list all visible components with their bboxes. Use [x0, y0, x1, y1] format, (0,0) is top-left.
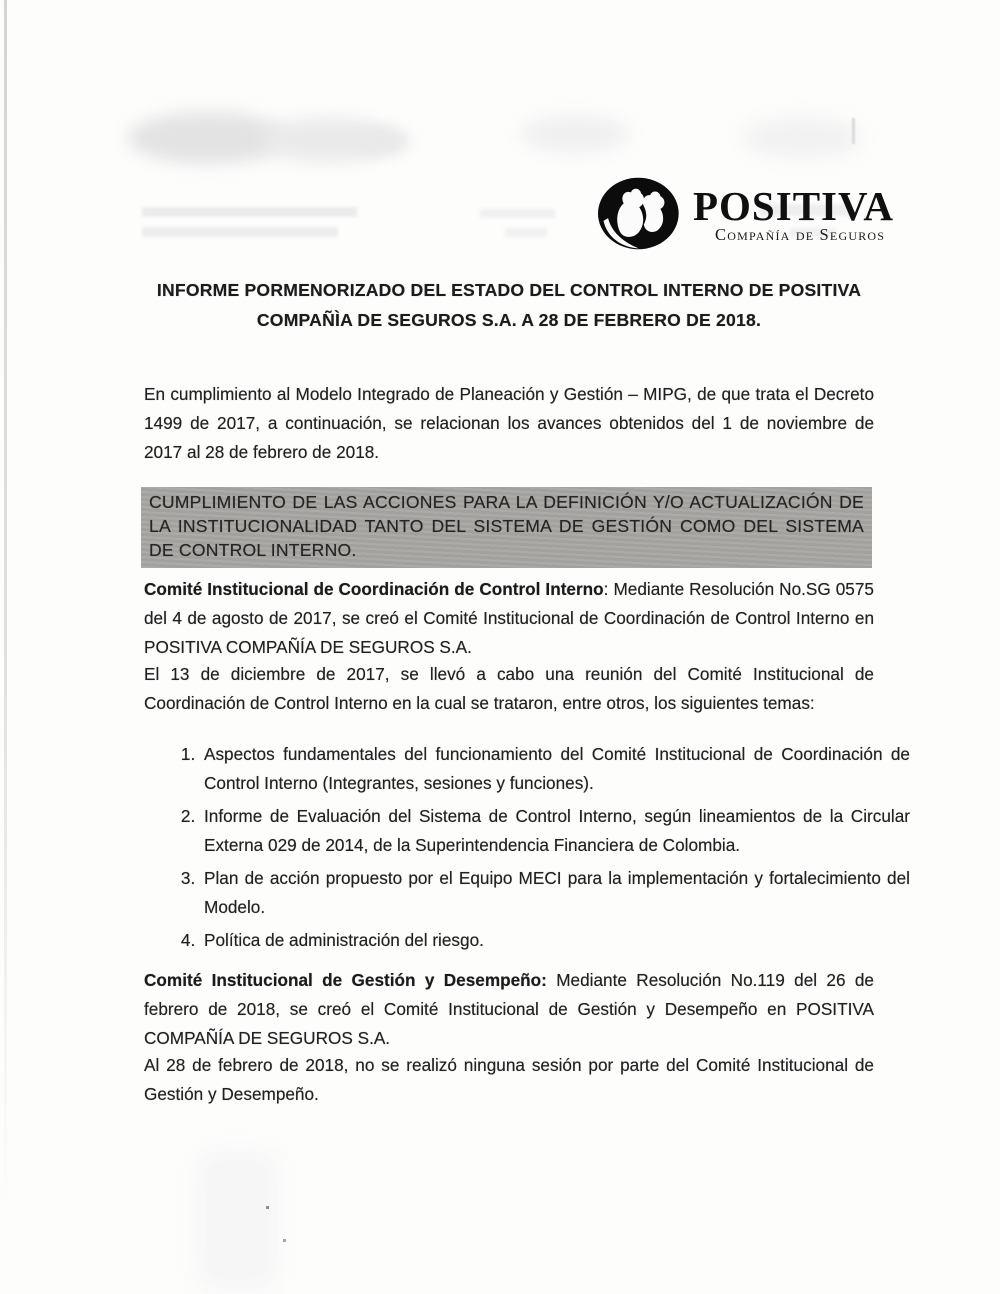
bleedthrough-text-artifact	[480, 209, 555, 218]
bleedthrough-text-artifact	[505, 228, 547, 237]
report-title: INFORME PORMENORIZADO DEL ESTADO DEL CONTROL INTERNO DE POSITIVA COMPAÑÌA DE SEGUROS S.A. A 28 DE FEBRERO DE 2018.	[156, 280, 862, 330]
committee-coordination-paragraph	[144, 575, 874, 662]
meeting-topic-item: 4. Política de administración del riesgo.	[200, 926, 910, 955]
bleedthrough-text-artifact	[142, 207, 357, 217]
committee-coordination-lead: Comité Institucional de Coordinación de Control Interno	[144, 579, 604, 599]
meeting-summary-paragraph: El 13 de diciembre de 2017, se llevó a cabo una reunión del Comité Institucional de Coordinación de Control Interno en la cual se trataron, entre otros, los siguientes temas:	[144, 664, 874, 713]
scan-speck	[283, 1239, 286, 1242]
meeting-topic-item: 1. Aspectos fundamentales del funcionamiento del Comité Institucional de Coordinación de Control Interno (Integrantes, sesiones y funciones).	[200, 740, 910, 798]
committee-management-lead: Comité Institucional de Gestión y Desempeño:	[144, 970, 547, 990]
logo-text	[693, 183, 894, 244]
scan-smudge	[520, 115, 630, 153]
scan-edge-line	[4, 0, 7, 1260]
scan-speck	[266, 1206, 269, 1209]
committee-coordination-body: : Mediante Resolución No.SG 0575 del 4 de agosto de 2017, se creó el Comité Institucional de Coordinación de Control Interno en POSITIVA COMPAÑÍA DE SEGUROS S.A.	[144, 579, 874, 657]
section-heading-highlighted: CUMPLIMIENTO DE LAS ACCIONES PARA LA DEFINICIÓN Y/O ACTUALIZACIÓN DE LA INSTITUCIONALIDAD TANTO DEL SISTEMA DE GESTIÓN COMO DEL SISTEMA DE CONTROL INTERNO.	[141, 487, 872, 568]
bleedthrough-text-artifact	[142, 227, 338, 237]
meeting-topic-item: 2. Informe de Evaluación del Sistema de Control Interno, según lineamientos de la Circular Externa 029 de 2014, de la Superintendencia Financiera de Colombia.	[200, 802, 910, 860]
closing-paragraph: Al 28 de febrero de 2018, no se realizó ninguna sesión por parte del Comité Institucional de Gestión y Desempeño.	[144, 1055, 874, 1104]
committee-management-body: Mediante Resolución No.119 del 26 de febrero de 2018, se creó el Comité Institucional de Gestión y Desempeño en POSITIVA COMPAÑÍA DE SEGUROS S.A.	[144, 970, 874, 1048]
scan-smudge	[742, 118, 862, 158]
scan-smudge	[350, 126, 410, 156]
meeting-topics-list	[144, 740, 910, 959]
scan-mark	[852, 118, 855, 144]
logo-wordmark: POSITIVA	[693, 183, 894, 229]
meeting-topic-item: 3. Plan de acción propuesto por el Equipo MECI para la implementación y fortalecimiento del Modelo.	[200, 864, 910, 922]
committee-management-paragraph	[144, 966, 874, 1053]
scan-smudge	[195, 1150, 280, 1290]
intro-paragraph: En cumplimiento al Modelo Integrado de Planeación y Gestión – MIPG, de que trata el Decreto 1499 de 2017, a continuación, se relacionan los avances obtenidos del 1 de noviembre de 2017 al 28 de febrero de 2018.	[144, 384, 874, 462]
logo-tagline: Compañía de Seguros	[715, 225, 886, 244]
company-logo	[596, 175, 894, 252]
positiva-emblem-icon	[596, 175, 688, 252]
